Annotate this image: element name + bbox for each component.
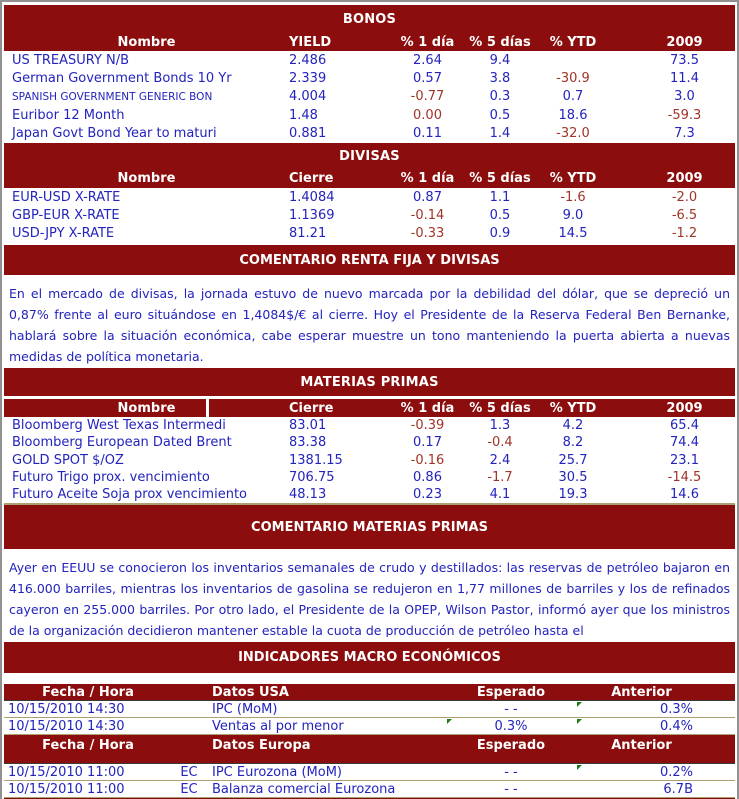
pct-1day: -0.33 bbox=[410, 226, 445, 242]
column-header-2009: 2009 bbox=[666, 34, 703, 50]
pct-5day: 3.8 bbox=[489, 71, 511, 87]
column-header-ytd: % YTD bbox=[549, 400, 597, 416]
pct-1day: 0.87 bbox=[413, 189, 442, 205]
cierre-value: 48.13 bbox=[289, 486, 327, 502]
pct-5day: 0.5 bbox=[489, 107, 511, 123]
divisas-table-body bbox=[4, 188, 735, 243]
header-separator bbox=[206, 399, 209, 417]
bonos-column-header-row bbox=[4, 33, 735, 51]
pct-2009: 65.4 bbox=[670, 418, 699, 434]
pct-2009: 14.6 bbox=[670, 486, 699, 502]
pct-ytd: 14.5 bbox=[558, 226, 588, 242]
column-header-2009: 2009 bbox=[666, 171, 703, 187]
materias-column-header-row bbox=[4, 399, 735, 417]
pct-2009: -1.2 bbox=[671, 226, 698, 242]
column-header-ytd: % YTD bbox=[549, 34, 597, 50]
column-header-ytd: % YTD bbox=[549, 171, 597, 187]
instrument-name: USD-JPY X-RATE bbox=[12, 226, 115, 242]
pct-5day: 0.5 bbox=[489, 208, 511, 224]
pct-1day: 0.23 bbox=[413, 486, 442, 502]
pct-ytd: 30.5 bbox=[558, 469, 588, 485]
instrument-name: GOLD SPOT $/OZ bbox=[12, 452, 124, 468]
pct-2009: -6.5 bbox=[671, 208, 698, 224]
table-row bbox=[4, 125, 735, 143]
anterior-value: 0.4% bbox=[576, 718, 707, 734]
anterior-value: 0.3% bbox=[576, 701, 707, 717]
pct-1day: 0.11 bbox=[413, 126, 442, 142]
pct-ytd: 8.2 bbox=[562, 435, 584, 451]
pct-1day: -0.77 bbox=[410, 89, 445, 105]
column-header-nombre: Nombre bbox=[117, 400, 176, 416]
fecha-hora: 10/15/2010 14:30 bbox=[8, 718, 125, 734]
pct-1day: 0.00 bbox=[413, 107, 442, 123]
pct-1day: -0.14 bbox=[410, 208, 445, 224]
cierre-value: 83.01 bbox=[289, 418, 327, 434]
pct-2009: 73.5 bbox=[670, 52, 699, 68]
instrument-name: SPANISH GOVERNMENT GENERIC BON bbox=[12, 90, 213, 103]
table-row bbox=[4, 51, 735, 69]
pct-5day: -1.7 bbox=[487, 469, 513, 485]
fecha-hora: 10/15/2010 11:00 bbox=[8, 781, 125, 797]
column-header-anterior: Anterior bbox=[611, 684, 672, 700]
comentario-materias-text: Ayer en EEUU se conocieron los inventarios semanales de crudo y destillados: las reservas de petróleo bajaron en 416.000 barriles, mientras los inventarios de gasolina se redujeron en 1,77 millones de barriles y los de refinados cayeron en 255.000 barriles. Por otro lado, el Presidente de la OPEP, Wilson Pastor, informó ayer que los ministros de la organización decidieron mantener estable la cuota de producción de petróleo hasta el bbox=[9, 560, 730, 638]
pct-ytd: 0.7 bbox=[562, 89, 584, 105]
fecha-hora: 10/15/2010 14:30 bbox=[8, 701, 125, 717]
macro-row bbox=[4, 764, 735, 781]
column-header-5dias: % 5 días bbox=[469, 34, 531, 50]
pct-1day: -0.16 bbox=[410, 452, 445, 468]
column-header-nombre: Nombre bbox=[117, 171, 176, 187]
indicator-name: IPC (MoM) bbox=[212, 701, 278, 717]
column-header-fecha: Fecha / Hora bbox=[42, 738, 134, 754]
pct-1day: 0.86 bbox=[413, 469, 442, 485]
pct-5day: 1.3 bbox=[489, 418, 511, 434]
fecha-hora: 10/15/2010 11:00 bbox=[8, 764, 125, 780]
pct-ytd: 4.2 bbox=[562, 418, 584, 434]
divisas-column-header-row bbox=[4, 170, 735, 188]
column-header-cierre: Cierre bbox=[289, 171, 334, 187]
pct-2009: 74.4 bbox=[670, 435, 699, 451]
instrument-name: Japan Govt Bond Year to maturi bbox=[12, 126, 217, 142]
section-title-comentario-divisas: COMENTARIO RENTA FIJA Y DIVISAS bbox=[4, 245, 735, 275]
yield-value: 4.004 bbox=[289, 89, 327, 105]
column-header-2009: 2009 bbox=[666, 400, 703, 416]
anterior-value: 0.2% bbox=[576, 764, 707, 780]
column-header-cierre: Cierre bbox=[289, 400, 334, 416]
section-title-bonos: BONOS bbox=[342, 11, 397, 27]
yield-value: 0.881 bbox=[289, 126, 327, 142]
pct-2009: -59.3 bbox=[667, 107, 702, 123]
pct-ytd: 18.6 bbox=[558, 107, 588, 123]
pct-5day: 9.4 bbox=[489, 52, 511, 68]
pct-1day: 2.64 bbox=[413, 52, 442, 68]
column-header-nombre: Nombre bbox=[117, 34, 176, 50]
macro-row bbox=[4, 718, 735, 735]
column-header-datos-europa: Datos Europa bbox=[212, 738, 311, 754]
column-header-datos-usa: Datos USA bbox=[212, 684, 289, 700]
yield-value: 1.48 bbox=[289, 107, 318, 123]
instrument-name: Euribor 12 Month bbox=[12, 107, 125, 123]
pct-ytd: 9.0 bbox=[562, 208, 584, 224]
region-code: EC bbox=[180, 781, 198, 797]
instrument-name: Bloomberg European Dated Brent bbox=[12, 435, 232, 451]
table-row bbox=[4, 452, 735, 469]
esperado-value: 0.3% bbox=[446, 718, 576, 734]
instrument-name: Bloomberg West Texas Intermedi bbox=[12, 418, 226, 434]
column-header-anterior: Anterior bbox=[611, 738, 672, 754]
yield-value: 2.339 bbox=[289, 71, 327, 87]
table-row bbox=[4, 434, 735, 451]
esperado-value: - - bbox=[504, 701, 518, 717]
materias-table-body bbox=[4, 417, 735, 505]
table-row bbox=[4, 225, 735, 243]
cierre-value: 706.75 bbox=[289, 469, 335, 485]
pct-1day: -0.39 bbox=[410, 418, 445, 434]
comentario-divisas-text: En el mercado de divisas, la jornada estuvo de nuevo marcada por la debilidad del dólar, que se depreció un 0,87% frente al euro situándose en 1,4084$/€ al cierre. Hoy el Presidente de la Reserva Federal Ben Bernanke, hablará sobre la situación económica, cabe esperar muestre un tono manteniendo la puerta abierta a nuevas medidas de política monetaria. bbox=[9, 286, 730, 365]
pct-1day: 0.17 bbox=[413, 435, 442, 451]
table-row bbox=[4, 69, 735, 87]
pct-5day: -0.4 bbox=[487, 435, 513, 451]
cierre-value: 1.1369 bbox=[289, 208, 335, 224]
macro-row bbox=[4, 701, 735, 718]
table-row bbox=[4, 486, 735, 503]
table-row bbox=[4, 417, 735, 434]
pct-5day: 2.4 bbox=[489, 452, 511, 468]
pct-5day: 1.1 bbox=[489, 189, 511, 205]
esperado-value: - - bbox=[504, 764, 518, 780]
table-row bbox=[4, 188, 735, 206]
table-row bbox=[4, 88, 735, 106]
section-title-comentario-materias: COMENTARIO MATERIAS PRIMAS bbox=[4, 505, 735, 549]
column-header-yield: YIELD bbox=[289, 34, 332, 50]
cierre-value: 81.21 bbox=[289, 226, 327, 242]
column-header-1dia: % 1 día bbox=[400, 400, 455, 416]
pct-ytd: -1.6 bbox=[560, 189, 586, 205]
pct-5day: 0.9 bbox=[489, 226, 511, 242]
column-header-esperado: Esperado bbox=[476, 684, 546, 700]
column-header-fecha: Fecha / Hora bbox=[42, 684, 134, 700]
pct-5day: 4.1 bbox=[489, 486, 511, 502]
instrument-name: Futuro Aceite Soja prox vencimiento bbox=[12, 486, 247, 502]
instrument-name: Futuro Trigo prox. vencimiento bbox=[12, 469, 210, 485]
pct-2009: -2.0 bbox=[671, 189, 698, 205]
instrument-name: German Government Bonds 10 Yr bbox=[12, 71, 232, 87]
bonos-table-body bbox=[4, 51, 735, 143]
macro-europa-header-row bbox=[4, 735, 735, 764]
cierre-value: 1381.15 bbox=[289, 452, 343, 468]
pct-ytd: 19.3 bbox=[558, 486, 588, 502]
table-row bbox=[4, 206, 735, 224]
instrument-name: EUR-USD X-RATE bbox=[12, 189, 121, 205]
cierre-value: 83.38 bbox=[289, 435, 327, 451]
section-divisas-header bbox=[4, 143, 735, 188]
instrument-name: US TREASURY N/B bbox=[12, 52, 130, 68]
column-header-5dias: % 5 días bbox=[469, 171, 531, 187]
pct-2009: 23.1 bbox=[670, 452, 699, 468]
section-title-macro: INDICADORES MACRO ECONÓMICOS bbox=[4, 642, 735, 673]
pct-1day: 0.57 bbox=[413, 71, 442, 87]
pct-2009: 3.0 bbox=[674, 89, 695, 105]
pct-ytd: -32.0 bbox=[556, 126, 590, 142]
macro-row bbox=[4, 781, 735, 798]
instrument-name: GBP-EUR X-RATE bbox=[12, 208, 120, 224]
pct-2009: 11.4 bbox=[670, 71, 699, 87]
column-header-5dias: % 5 días bbox=[469, 400, 531, 416]
pct-ytd: 25.7 bbox=[558, 452, 588, 468]
indicator-name: Balanza comercial Eurozona bbox=[212, 781, 396, 797]
column-header-1dia: % 1 día bbox=[400, 171, 455, 187]
pct-2009: -14.5 bbox=[667, 469, 702, 485]
indicator-name: Ventas al por menor bbox=[212, 718, 344, 734]
column-header-1dia: % 1 día bbox=[400, 34, 455, 50]
yield-value: 2.486 bbox=[289, 52, 327, 68]
table-row bbox=[4, 469, 735, 486]
section-title-divisas: DIVISAS bbox=[339, 148, 400, 164]
esperado-value: - - bbox=[504, 781, 518, 797]
pct-5day: 1.4 bbox=[489, 126, 511, 142]
cierre-value: 1.4084 bbox=[289, 189, 335, 205]
column-header-esperado: Esperado bbox=[476, 738, 546, 754]
macro-usa-header-row bbox=[4, 684, 735, 701]
region-code: EC bbox=[180, 764, 198, 780]
pct-ytd: -30.9 bbox=[556, 71, 590, 87]
table-row bbox=[4, 106, 735, 124]
spacer bbox=[4, 673, 735, 684]
indicator-name: IPC Eurozona (MoM) bbox=[212, 764, 342, 780]
section-title-materias: MATERIAS PRIMAS bbox=[4, 368, 735, 396]
section-bonos-header bbox=[4, 5, 735, 51]
pct-5day: 0.3 bbox=[489, 89, 511, 105]
anterior-value: 6.7B bbox=[663, 781, 693, 797]
pct-2009: 7.3 bbox=[674, 126, 695, 142]
